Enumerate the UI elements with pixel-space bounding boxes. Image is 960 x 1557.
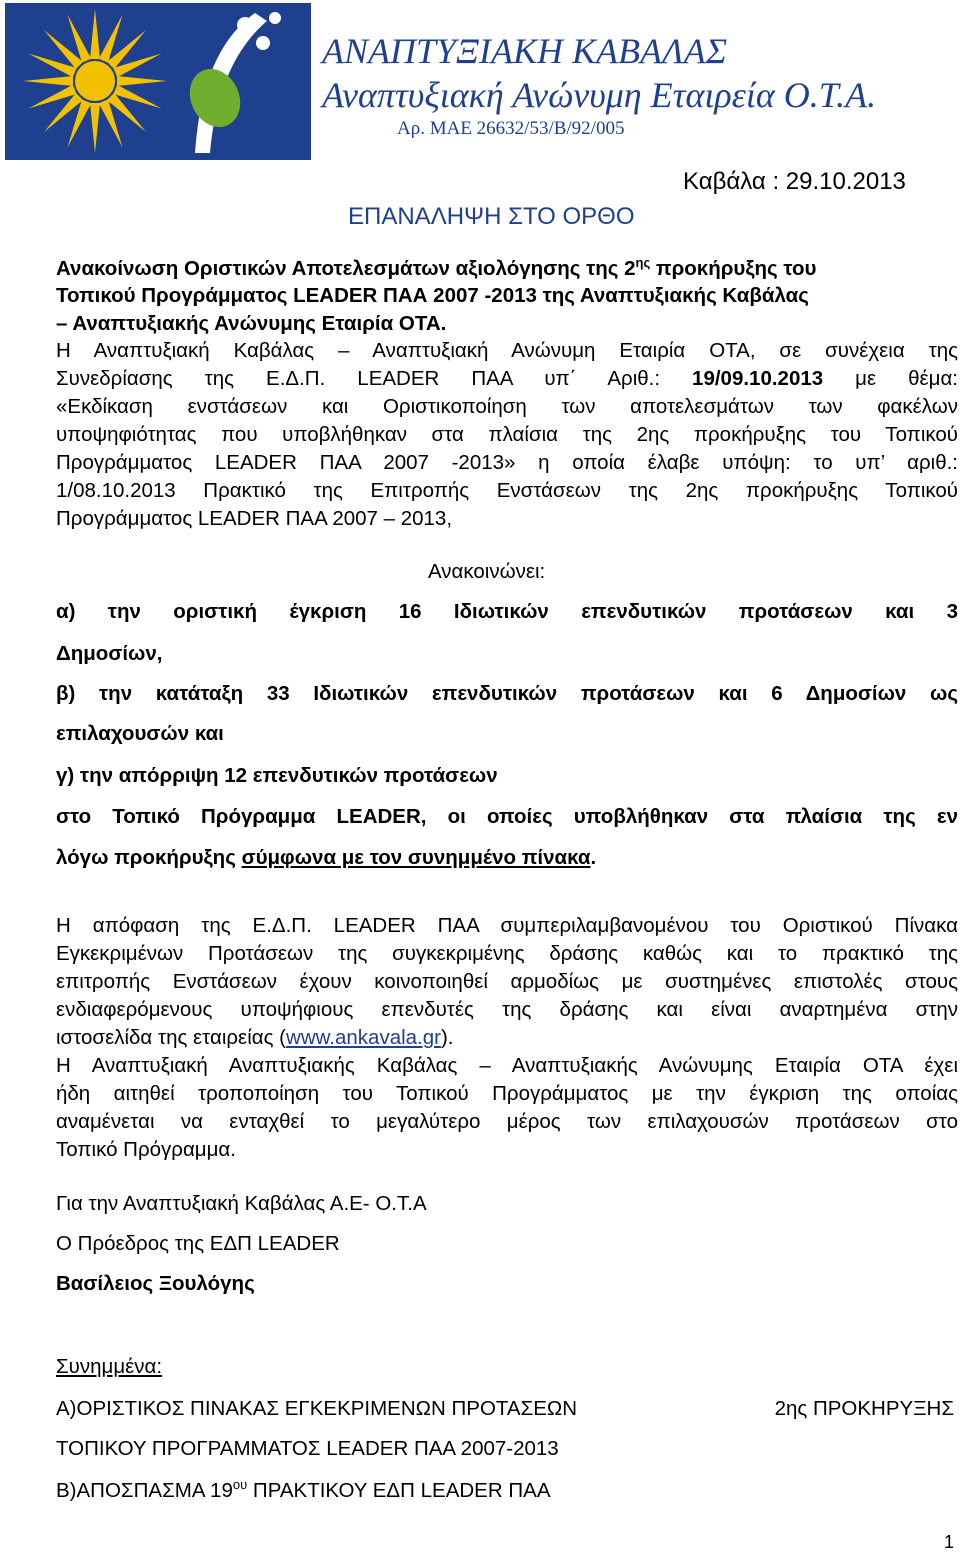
org-name: ΑΝΑΠΤΥΞΙΑΚΗ ΚΑΒΑΛΑΣ (322, 31, 728, 71)
attachment-a-line-1: Α)ΟΡΙΣΤΙΚΟΣ ΠΙΝΑΚΑΣ ΕΓΚΕΚΡΙΜΕΝΩΝ ΠΡΟΤΑΣΕΩΝ 2ης ΠΡΟΚΗΡΥΞΗΣ (56, 1397, 954, 1420)
item-d-line-1: στο Τοπικό Πρόγραμμα LEADER, οι οποίες υποβλήθηκαν στα πλαίσια της εν (56, 805, 958, 828)
intro-line-4: υποψηφιότητας που υποβλήθηκαν στα πλαίσια της 2ης προκήρυξης του Τοπικού (56, 423, 958, 446)
registry-number: Αρ. ΜΑΕ 26632/53/Β/92/005 (397, 118, 625, 139)
intro-line-7: Προγράμματος LEADER ΠΑΑ 2007 – 2013, (56, 507, 453, 530)
decision-line-7: ήδη αιτηθεί τροποποίηση του Τοπικού Προγράμματος με την έγκριση της οποίας (56, 1082, 958, 1105)
decision-line-4: ενδιαφερόμενους υποψήφιους επενδυτές της δράσης και είναι αναρτημένα στην (56, 998, 958, 1021)
attachments-heading: Συνημμένα: (56, 1355, 163, 1378)
logo-graphic (5, 3, 311, 160)
item-d-line-2: λόγω προκήρυξης σύμφωνα με τον συνημμένο πίνακα. (56, 846, 597, 869)
document-date: Καβάλα : 29.10.2013 (683, 168, 906, 195)
decision-line-2: Εγκεκριμένων Προτάσεων της συγκεκριμένης δράσης καθώς και το πρακτικό της (56, 942, 958, 965)
attachment-b: Β)ΑΠΟΣΠΑΣΜΑ $19^{o\upsilon}$ ΠΡΑΚΤΙΚΟΥ ΕΔΠ LEADER ΠΑΑ (56, 1477, 551, 1502)
website-link[interactable]: www.ankavala.gr (286, 1026, 441, 1049)
intro-line-2: Συνεδρίασης της Ε.Δ.Π. LEADER ΠΑΑ υπ΄ Αριθ.: 19/09.10.2013 με θέμα: (56, 367, 958, 390)
intro-line-1: Η Αναπτυξιακή Καβάλας – Αναπτυξιακή Ανώνυμη Εταιρία ΟΤΑ, σε συνέχεια της (56, 339, 958, 362)
title-line-1: Ανακοίνωση Οριστικών Αποτελεσμάτων αξιολόγησης της $2^{\eta\varsigma}$ προκήρυξης του (56, 255, 817, 280)
decision-line-1: Η απόφαση της Ε.Δ.Π. LEADER ΠΑΑ συμπεριλαμβανομένου του Οριστικού Πίνακα (56, 914, 958, 937)
item-c-line-1: γ) την απόρριψη 12 επενδυτικών προτάσεων (56, 764, 498, 787)
signature-name: Βασίλειος Ξουλόγης (56, 1272, 255, 1295)
decision-line-6: Η Αναπτυξιακή Αναπτυξιακής Καβάλας – Αναπτυξιακής Ανώνυμης Εταιρία ΟΤΑ έχει (56, 1054, 958, 1077)
intro-line-6: 1/08.10.2013 Πρακτικό της Επιτροπής Ενστάσεων της 2ης προκήρυξης Τοπικού (56, 479, 958, 502)
title-line-2: Τοπικού Προγράμματος LEADER ΠΑΑ 2007 -2013 της Αναπτυξιακής Καβάλας (56, 284, 809, 307)
repeat-label: ΕΠΑΝΑΛΗΨΗ ΣΤΟ ΟΡΘΟ (348, 203, 635, 230)
attached-table-reference: σύμφωνα με τον συνημμένο πίνακα (241, 846, 591, 869)
item-b-line-2: επιλαχουσών και (56, 722, 224, 745)
attachment-a-line-2-text: ΤΟΠΙΚΟΥ ΠΡΟΓΡΑΜΜΑΤΟΣ LEADER ΠΑΑ 2007-2013 (56, 1437, 559, 1460)
announces-heading: Ανακοινώνει: (428, 560, 546, 583)
item-a-line-1: α) την οριστική έγκριση 16 Ιδιωτικών επενδυτικών προτάσεων και 3 (56, 600, 958, 623)
company-logo (5, 3, 311, 160)
decision-line-8: αναμένεται να ενταχθεί το μεγαλύτερο μέρος των επιλαχουσών προτάσεων στο (56, 1110, 958, 1133)
intro-line-3: «Εκδίκαση ενστάσεων και Οριστικοποίηση των αποτελεσμάτων των φακέλων (56, 395, 958, 418)
item-b-line-1: β) την κατάταξη 33 Ιδιωτικών επενδυτικών προτάσεων και 6 Δημοσίων ως (56, 682, 958, 705)
signature-role: Ο Πρόεδρος της ΕΔΠ LEADER (56, 1232, 340, 1255)
decision-line-5: ιστοσελίδα της εταιρείας (www.ankavala.gr). (56, 1026, 454, 1049)
decision-line-3: επιτροπής Ενστάσεων έχουν κοινοποιηθεί αρμοδίως με συστημένες επιστολές στους (56, 970, 958, 993)
page-number: 1 (943, 1532, 954, 1552)
signature-for: Για την Αναπτυξιακή Καβάλας Α.Ε- Ο.Τ.Α (56, 1192, 427, 1215)
item-a-line-2: Δημοσίων, (56, 642, 163, 665)
intro-line-5: Προγράμματος LEADER ΠΑΑ 2007 -2013» η οποία έλαβε υπόψη: το υπ’ αριθ.: (56, 451, 958, 474)
decision-line-9: Τοπικό Πρόγραμμα. (56, 1138, 236, 1161)
attachment-a-line-2 (56, 1437, 958, 1461)
org-subtitle: Αναπτυξιακή Ανώνυμη Εταιρεία Ο.Τ.Α. (322, 75, 877, 115)
title-line-3: – Αναπτυξιακής Ανώνυμης Εταιρία ΟΤΑ. (56, 312, 447, 335)
